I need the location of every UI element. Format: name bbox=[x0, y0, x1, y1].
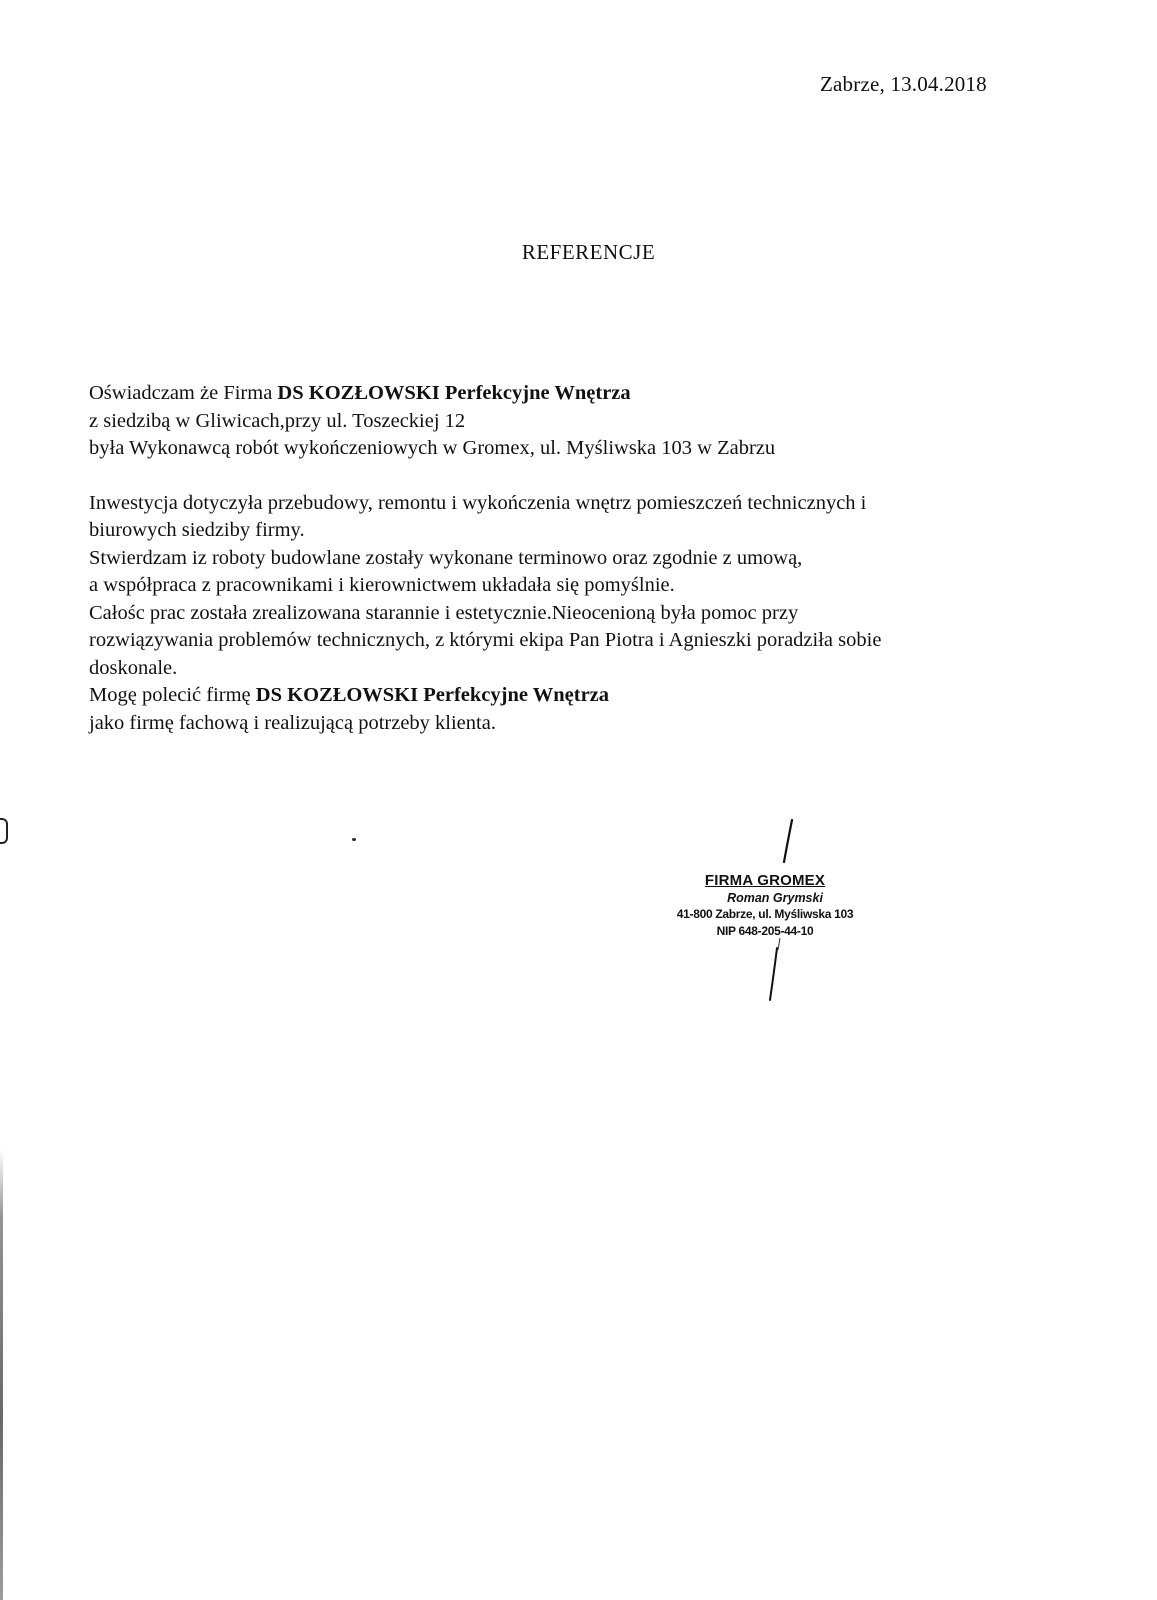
scan-edge-shadow bbox=[0, 1150, 3, 1600]
body-line bbox=[89, 682, 1049, 710]
stamp-address: 41-800 Zabrze, ul. Myśliwska 103 bbox=[676, 907, 854, 921]
paragraph-gap bbox=[89, 463, 1049, 490]
letter-title: REFERENCJE bbox=[521, 240, 656, 264]
scan-speck bbox=[352, 838, 356, 841]
body-line: doskonale. bbox=[89, 656, 178, 679]
letter-body bbox=[89, 380, 1049, 737]
body-line: Stwierdzam iz roboty budowlane zostały wykonane terminowo oraz zgodnie z umową, bbox=[89, 546, 803, 569]
body-text-segment: Oświadczam że Firma bbox=[89, 382, 278, 404]
body-line: Całośc prac została zrealizowana starannie i estetycznie.Nieocenioną była pomoc przy bbox=[89, 601, 799, 624]
stamp-company-name: FIRMA GROMEX bbox=[704, 872, 826, 889]
scan-binder-mark bbox=[0, 818, 8, 844]
body-line: a współpraca z pracownikami i kierownictwem układała się pomyślnie. bbox=[89, 574, 675, 596]
body-line bbox=[89, 380, 1049, 408]
company-name-bold: DS KOZŁOWSKI Perfekcyjne Wnętrza bbox=[255, 684, 610, 706]
letter-date: Zabrze, 13.04.2018 bbox=[820, 72, 987, 96]
body-line: Inwestycja dotyczyła przebudowy, remontu i wykończenia wnętrz pomieszczeń technicznych i bbox=[89, 491, 867, 514]
stamp-nip: NIP 648-205-44-10 bbox=[716, 924, 814, 938]
company-stamp bbox=[640, 872, 890, 939]
body-line: jako firmę fachową i realizującą potrzeby klienta. bbox=[89, 711, 496, 734]
body-text-segment: Mogę polecić firmę bbox=[89, 684, 256, 706]
body-line: biurowych siedziby firmy. bbox=[89, 519, 305, 541]
body-line: z siedzibą w Gliwicach,przy ul. Toszeckiej 12 bbox=[89, 409, 466, 432]
body-line: rozwiązywania problemów technicznych, z którymi ekipa Pan Piotra i Agnieszki poradziła sobie bbox=[89, 629, 882, 651]
body-line: była Wykonawcą robót wykończeniowych w Gromex, ul. Myśliwska 103 w Zabrzu bbox=[89, 437, 776, 459]
stamp-person-name: Roman Grymski bbox=[727, 891, 823, 905]
company-name-bold: DS KOZŁOWSKI Perfekcyjne Wnętrza bbox=[277, 382, 631, 404]
